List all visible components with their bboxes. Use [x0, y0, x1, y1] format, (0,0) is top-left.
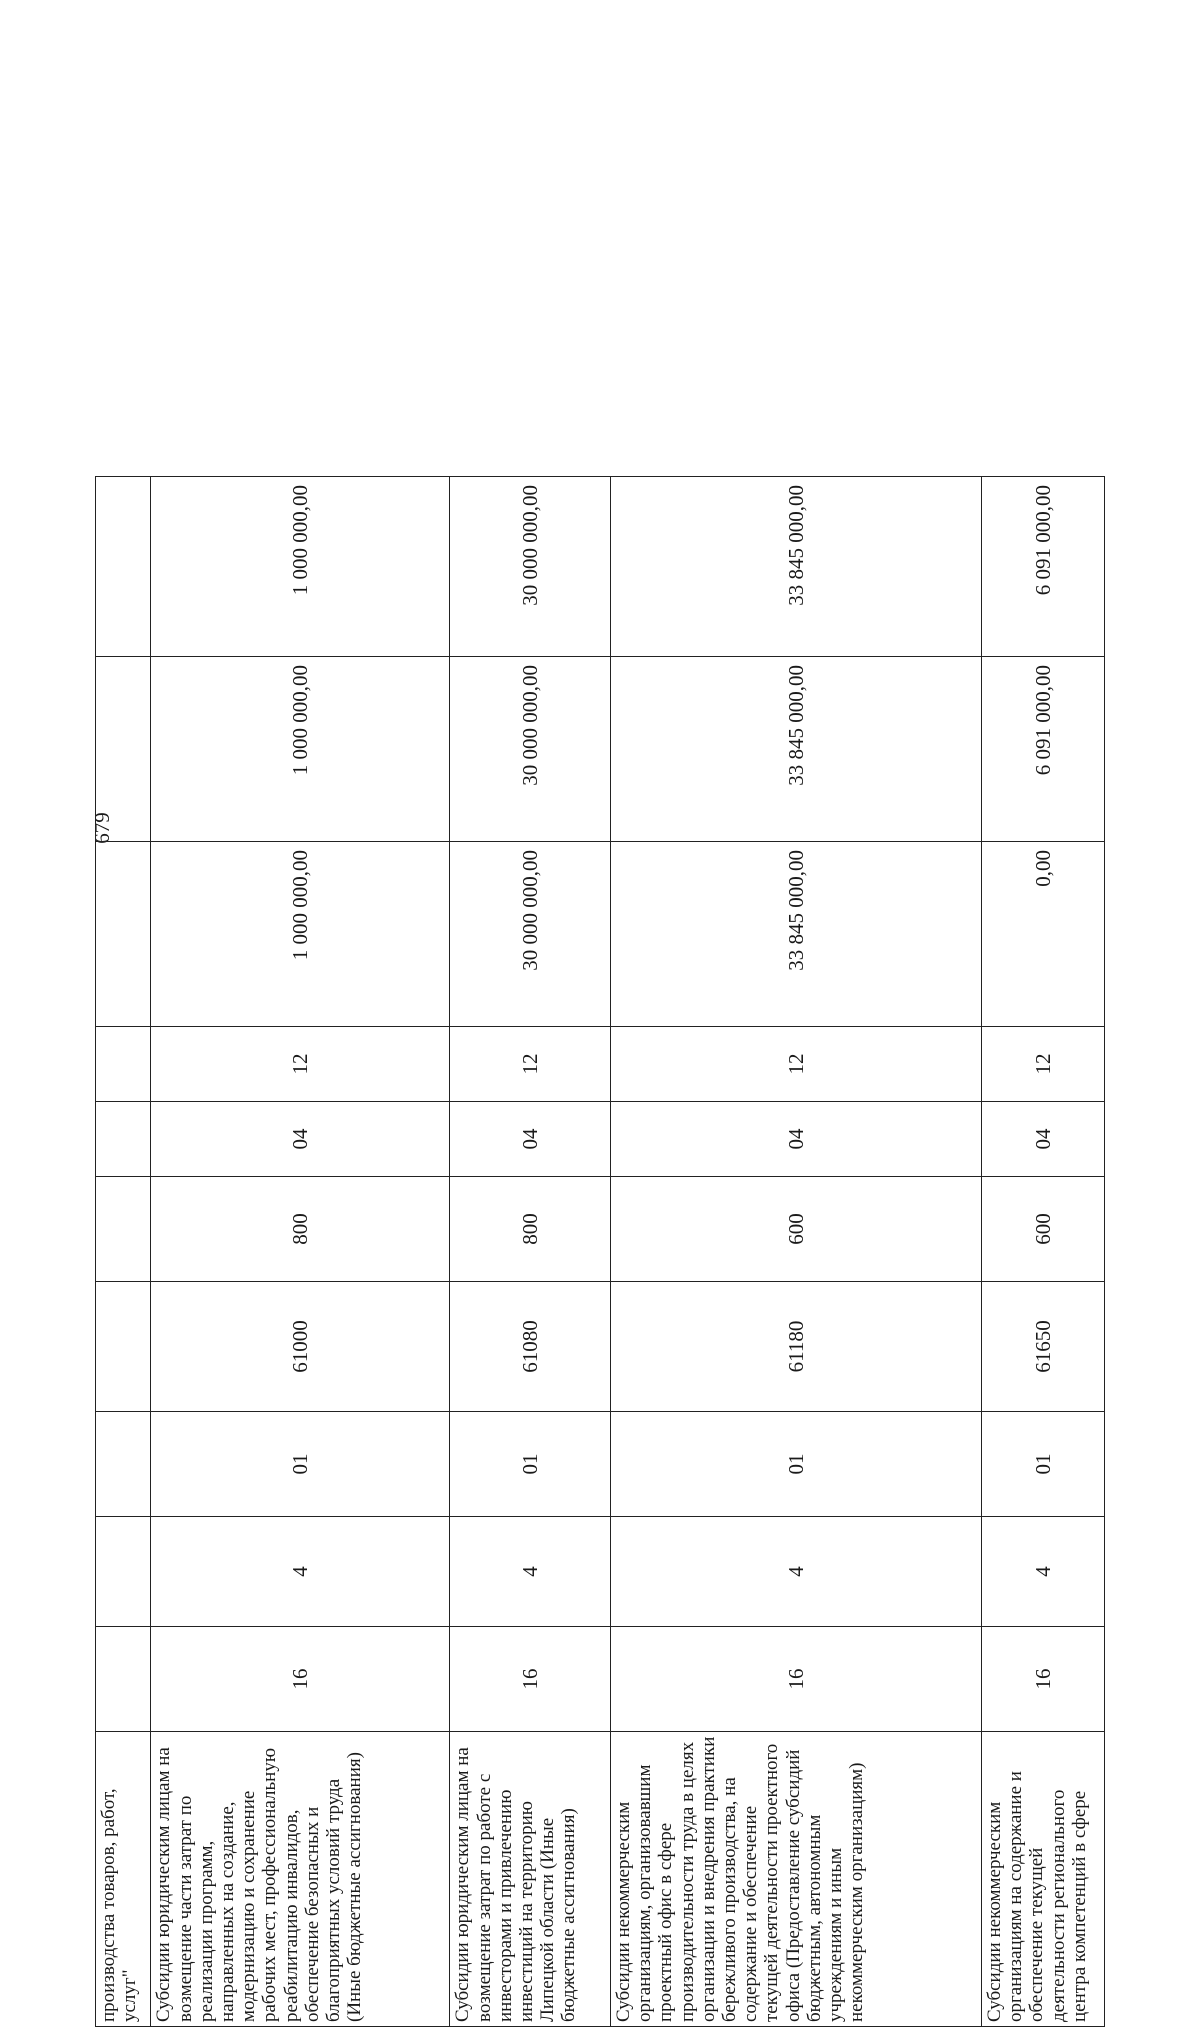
cell-code-3: 01: [611, 1412, 982, 1517]
table-row: [96, 477, 151, 2027]
cell-code-6: 04: [982, 1102, 1105, 1177]
cell-code-5: [96, 1177, 151, 1282]
table-row: [982, 477, 1105, 2027]
cell-value-2: 6 091 000,00: [982, 657, 1105, 842]
cell-value-3: 33 845 000,00: [611, 477, 982, 657]
cell-code-3: 01: [151, 1412, 450, 1517]
cell-code-4: [96, 1282, 151, 1412]
cell-code-1: 16: [982, 1627, 1105, 1732]
row-name: Субсидии юридическим лицам на возмещение части затрат по реализации программ, направленных на создание, модернизацию и сохранение рабочих мест, профессиональную реабилитацию инвалидов, обеспечение безопасных и благоприятных условий труда (Иные бюджетные ассигнования): [151, 1732, 450, 2027]
cell-code-2: 4: [151, 1517, 450, 1627]
cell-code-6: 04: [151, 1102, 450, 1177]
cell-code-7: 12: [450, 1027, 611, 1102]
cell-code-1: 16: [450, 1627, 611, 1732]
cell-code-5: 600: [982, 1177, 1105, 1282]
cell-code-5: 600: [611, 1177, 982, 1282]
budget-table: [95, 476, 1105, 2027]
cell-code-2: [96, 1517, 151, 1627]
cell-value-2: 30 000 000,00: [450, 657, 611, 842]
cell-value-3: [96, 477, 151, 657]
cell-code-4: 61180: [611, 1282, 982, 1412]
cell-value-2: 33 845 000,00: [611, 657, 982, 842]
cell-value-3: 30 000 000,00: [450, 477, 611, 657]
row-name: Субсидии некоммерческим организациям на содержание и обеспечение текущей деятельности регионального центра компетенций в сфере: [982, 1732, 1105, 2027]
table-row: [450, 477, 611, 2027]
cell-code-6: 04: [611, 1102, 982, 1177]
cell-value-1: 1 000 000,00: [151, 842, 450, 1027]
cell-code-1: 16: [151, 1627, 450, 1732]
cell-value-3: 1 000 000,00: [151, 477, 450, 657]
row-name: Субсидии некоммерческим организациям, организовавшим проектный офис в сфере производительности труда в целях организации и внедрения практики бережливого производства, на содержание и обеспечение текущей деятельности проектного офиса (Предоставление субсидий бюджетным, автономным учреждениям и иным некоммерческим организациям): [611, 1732, 982, 2027]
cell-code-4: 61080: [450, 1282, 611, 1412]
cell-value-2: 1 000 000,00: [151, 657, 450, 842]
cell-code-2: 4: [611, 1517, 982, 1627]
cell-code-3: 01: [450, 1412, 611, 1517]
cell-value-2: [96, 657, 151, 842]
cell-code-1: [96, 1627, 151, 1732]
budget-table-rotated: [95, 477, 1105, 2027]
cell-code-6: [96, 1102, 151, 1177]
cell-code-7: 12: [151, 1027, 450, 1102]
cell-code-2: 4: [450, 1517, 611, 1627]
row-name: производства товаров, работ, услуг": [96, 1732, 151, 2027]
cell-value-1: [96, 842, 151, 1027]
cell-code-7: 12: [611, 1027, 982, 1102]
cell-code-3: [96, 1412, 151, 1517]
cell-code-6: 04: [450, 1102, 611, 1177]
row-name: Субсидии юридическим лицам на возмещение затрат по работе с инвесторами и привлечению инвестиций на территорию Липецкой области (Иные бюджетные ассигнования): [450, 1732, 611, 2027]
cell-code-4: 61000: [151, 1282, 450, 1412]
cell-value-1: 33 845 000,00: [611, 842, 982, 1027]
cell-code-7: [96, 1027, 151, 1102]
table-row: [611, 477, 982, 2027]
cell-code-5: 800: [450, 1177, 611, 1282]
cell-code-3: 01: [982, 1412, 1105, 1517]
cell-code-7: 12: [982, 1027, 1105, 1102]
cell-code-4: 61650: [982, 1282, 1105, 1412]
table-row: [151, 477, 450, 2027]
cell-value-3: 6 091 000,00: [982, 477, 1105, 657]
cell-code-5: 800: [151, 1177, 450, 1282]
cell-value-1: 0,00: [982, 842, 1105, 1027]
page-number: 679: [90, 812, 114, 844]
cell-code-2: 4: [982, 1517, 1105, 1627]
cell-value-1: 30 000 000,00: [450, 842, 611, 1027]
cell-code-1: 16: [611, 1627, 982, 1732]
